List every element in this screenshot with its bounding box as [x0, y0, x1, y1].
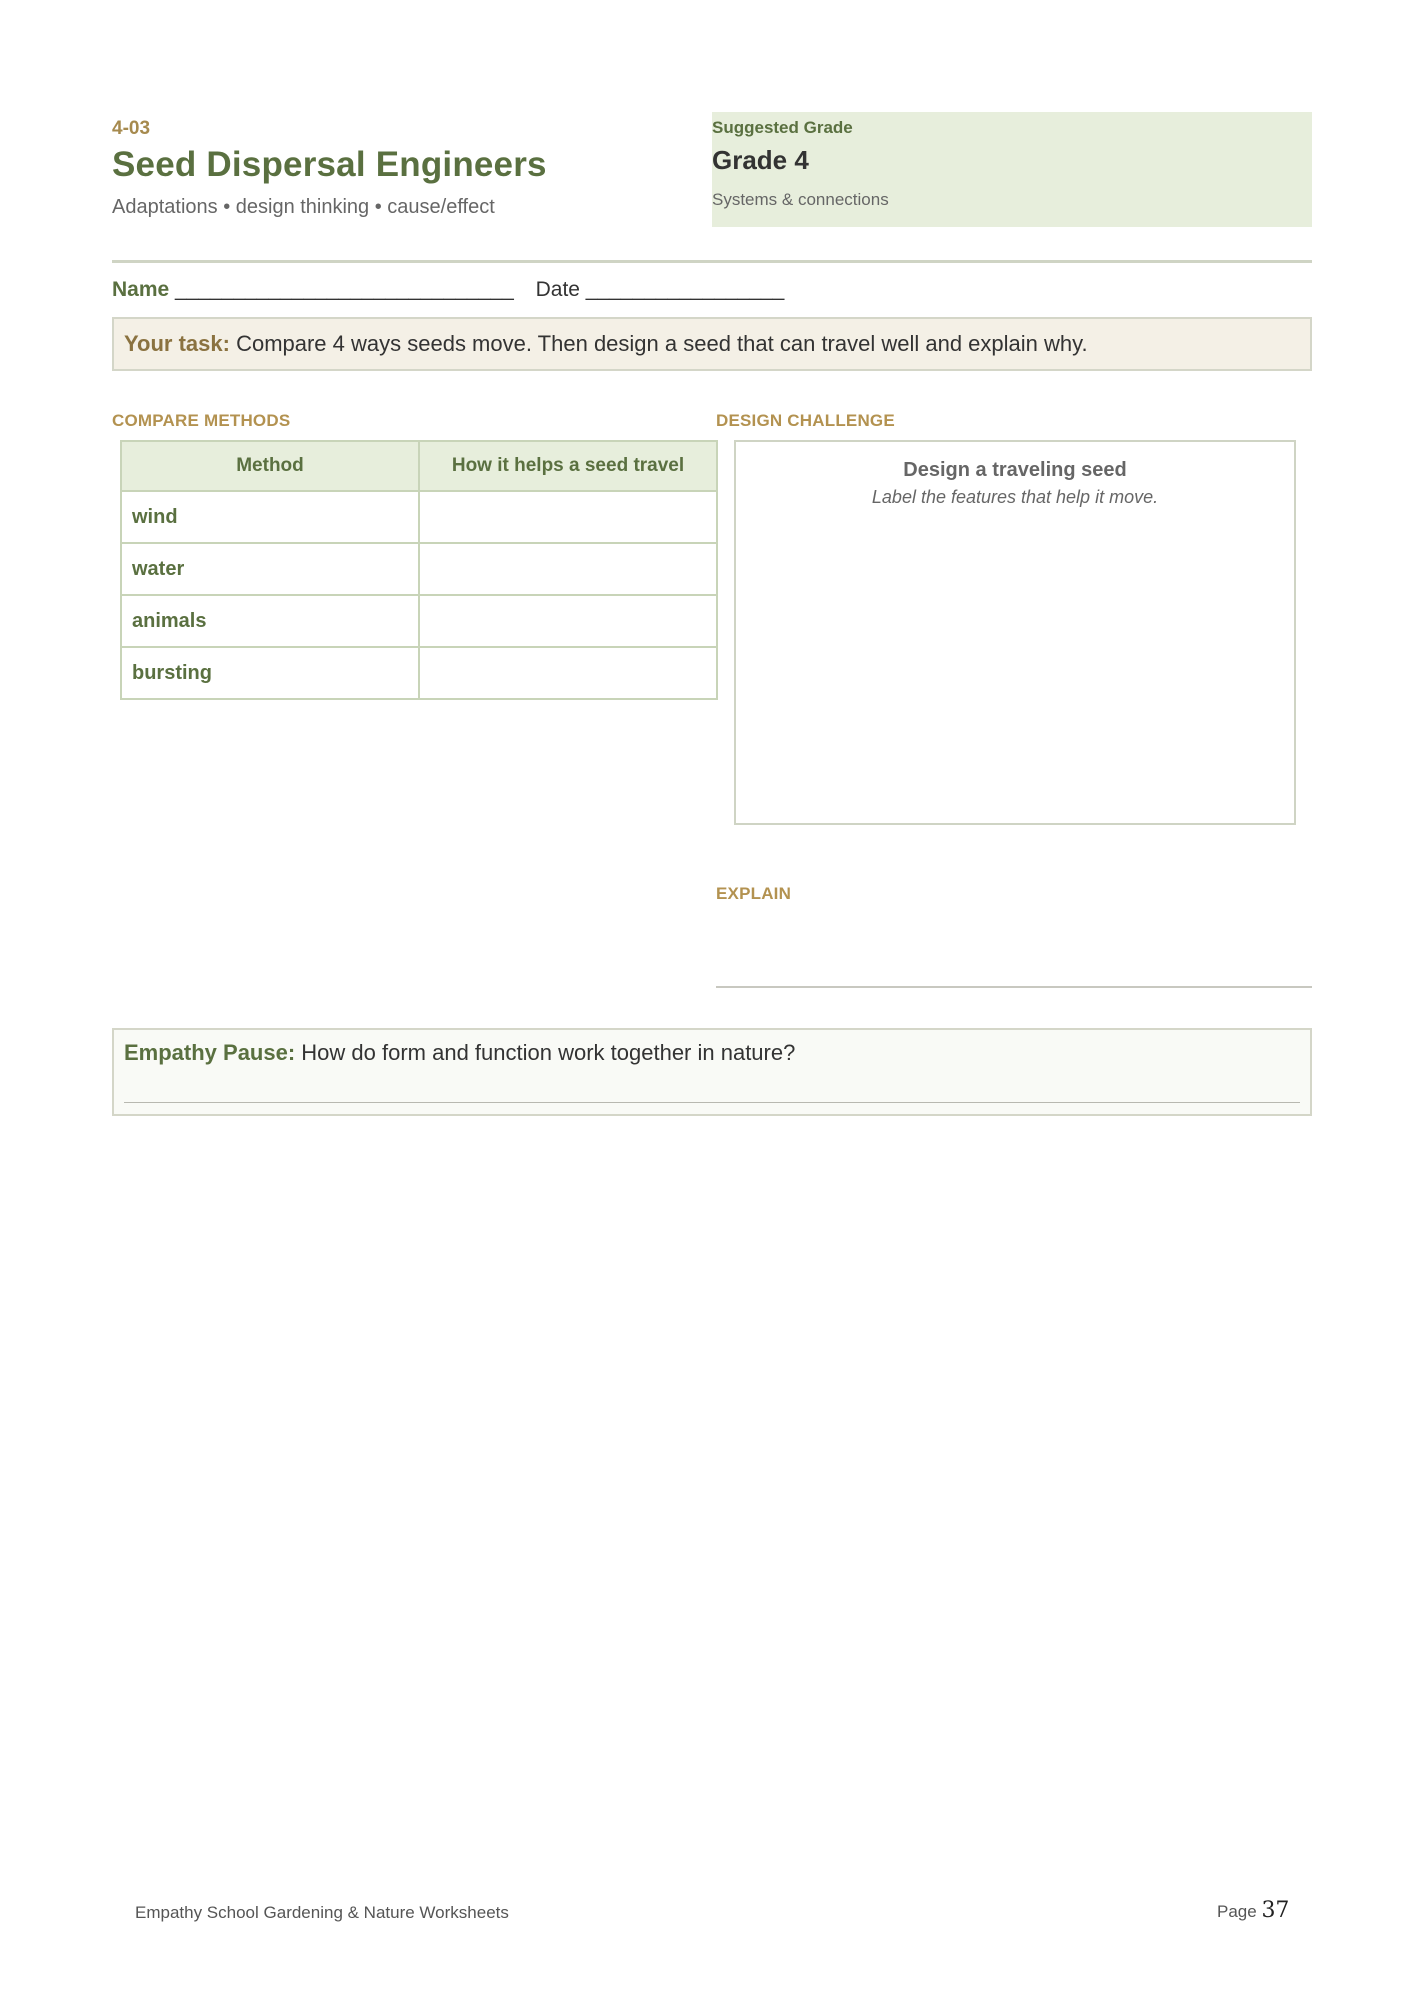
page-title: Seed Dispersal Engineers [112, 145, 547, 184]
grade-subtitle: Systems & connections [712, 190, 889, 209]
answer-cell[interactable] [419, 543, 717, 595]
design-title: Design a traveling seed [903, 459, 1127, 481]
empathy-pause-label: Empathy Pause: [124, 1040, 296, 1065]
table-row [121, 543, 717, 595]
column-header-how-it-helps: How it helps a seed travel [419, 441, 717, 491]
method-cell: water [121, 543, 419, 595]
design-instructions: Label the features that help it move. [871, 487, 1159, 507]
answer-cell[interactable] [419, 647, 717, 699]
grade-value: Grade 4 [712, 145, 809, 175]
page-subtitle: Adaptations • design thinking • cause/effect [112, 196, 495, 218]
page-label: Page [1217, 1902, 1257, 1921]
name-date-row [112, 278, 784, 302]
grade-label: Suggested Grade [712, 118, 853, 137]
page-number: 37 [1261, 1898, 1290, 1923]
empathy-pause-text [124, 1040, 795, 1066]
column-header-method: Method [121, 441, 419, 491]
empathy-pause-question: How do form and function work together in nature? [295, 1040, 796, 1065]
compare-methods-label: COMPARE METHODS [112, 411, 291, 430]
method-cell: animals [121, 595, 419, 647]
empathy-pause-box [112, 1028, 1312, 1116]
header-divider [112, 260, 1312, 263]
table-header-row [121, 441, 717, 491]
compare-methods-table [120, 440, 718, 700]
worksheet-code: 4-03 [112, 118, 151, 139]
grade-box-content [712, 0, 1312, 240]
method-cell: wind [121, 491, 419, 543]
task-label: Your task: [124, 331, 230, 356]
answer-cell[interactable] [419, 491, 717, 543]
answer-cell[interactable] [419, 595, 717, 647]
table-row [121, 647, 717, 699]
explain-label: EXPLAIN [716, 884, 792, 903]
date-label: Date [535, 278, 580, 301]
footer-page-number [1217, 1898, 1289, 1923]
method-cell: bursting [121, 647, 419, 699]
table-row [121, 491, 717, 543]
explain-answer-line[interactable] [716, 986, 1312, 988]
task-text [124, 331, 1088, 357]
name-label: Name [112, 278, 170, 301]
task-box [112, 317, 1312, 371]
design-drawing-area[interactable] [734, 440, 1296, 825]
name-field[interactable]: _____________________________ [175, 278, 514, 301]
task-instructions: Compare 4 ways seeds move. Then design a seed that can travel well and explain why. [229, 331, 1088, 356]
empathy-answer-line[interactable] [124, 1102, 1300, 1103]
design-challenge-label: DESIGN CHALLENGE [716, 411, 895, 430]
date-field[interactable]: _________________ [585, 278, 785, 301]
footer-series-title: Empathy School Gardening & Nature Worksheets [135, 1903, 509, 1922]
table-row [121, 595, 717, 647]
